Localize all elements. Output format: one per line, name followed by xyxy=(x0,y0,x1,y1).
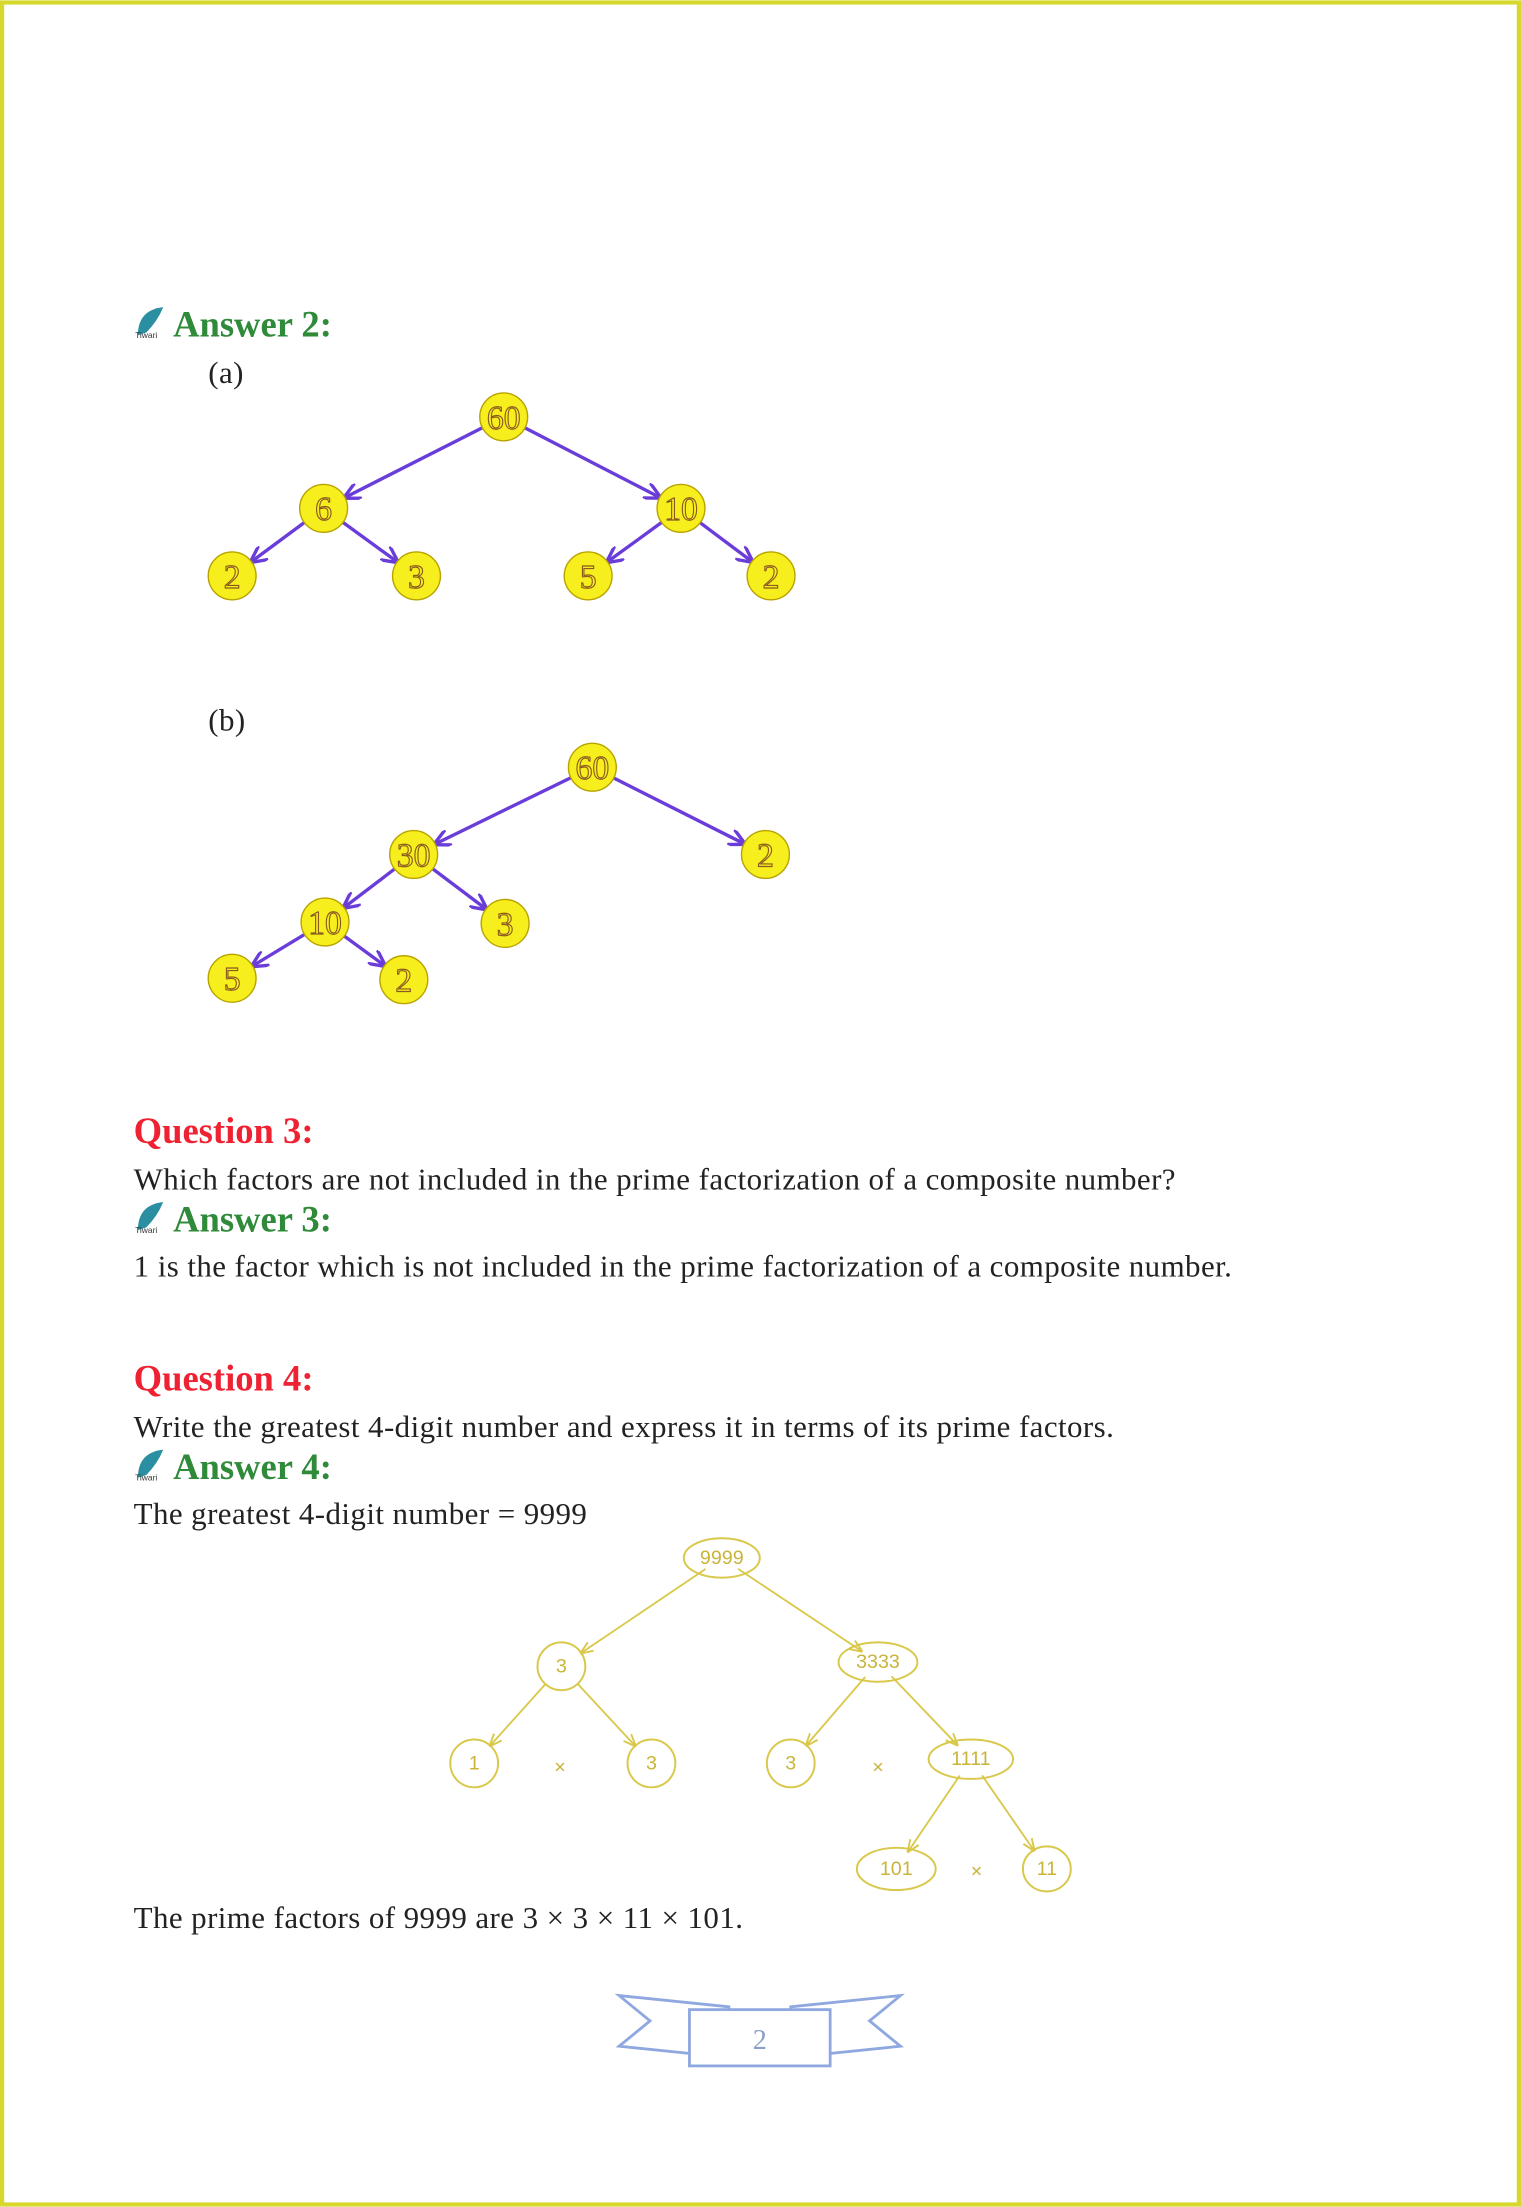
tree-node xyxy=(450,1739,498,1787)
times-sign: × xyxy=(554,1756,566,1779)
tree-node xyxy=(208,954,256,1002)
answer-3-text: 1 is the factor which is not included in the prime factorization of a composite number. xyxy=(133,1248,1233,1284)
tiwari-logo-icon xyxy=(135,1202,163,1235)
tree-node xyxy=(393,552,441,600)
tiwari-logo-icon xyxy=(135,307,166,340)
question-4-heading: Question 4: xyxy=(133,1357,314,1399)
tree-node xyxy=(839,1642,918,1681)
tree-edge-arrow xyxy=(345,428,482,498)
svg-text:2: 2 xyxy=(762,558,780,596)
answer-4-conclusion: The prime factors of 9999 are 3 × 3 × 11 × 101. xyxy=(133,1900,744,1936)
tree-edge-arrow xyxy=(490,1684,545,1746)
times-sign: × xyxy=(970,1860,983,1883)
tree-edge-arrow xyxy=(344,936,384,965)
page-number-banner xyxy=(619,1996,900,2066)
tree-edge-arrow xyxy=(525,428,660,498)
factor-tree-9999 xyxy=(450,1538,1071,1891)
question-3-heading: Question 3: xyxy=(133,1109,314,1151)
tree-node xyxy=(857,1848,936,1890)
svg-text:2: 2 xyxy=(223,558,241,596)
svg-text:3333: 3333 xyxy=(856,1651,900,1674)
tree-edge-arrow xyxy=(738,1569,861,1651)
tree-edge-arrow xyxy=(581,1569,705,1653)
svg-text:3: 3 xyxy=(408,558,425,596)
factor-tree-a xyxy=(208,393,795,600)
svg-text:Tiwari: Tiwari xyxy=(135,1472,158,1483)
tree-edge-arrow xyxy=(251,523,304,562)
tree-node xyxy=(480,393,528,441)
tree-edge-arrow xyxy=(343,522,397,561)
svg-text:101: 101 xyxy=(879,1857,913,1880)
answer-4-line1: The greatest 4-digit number = 9999 xyxy=(133,1496,588,1532)
tree-edge-arrow xyxy=(344,869,395,908)
tree-edge-arrow xyxy=(892,1676,958,1745)
part-b-label: (b) xyxy=(208,702,246,738)
answer-4-heading xyxy=(135,1446,332,1487)
tree-node xyxy=(742,831,790,879)
tree-node xyxy=(767,1739,815,1787)
tree-edge-arrow xyxy=(578,1684,636,1746)
svg-text:60: 60 xyxy=(486,399,521,437)
tree-node xyxy=(568,743,616,791)
tree-node xyxy=(208,552,256,600)
question-4-text: Write the greatest 4-digit number and express it in terms of its prime factors. xyxy=(133,1408,1115,1444)
svg-text:9999: 9999 xyxy=(699,1546,744,1569)
svg-text:60: 60 xyxy=(575,750,610,788)
svg-text:3: 3 xyxy=(645,1752,657,1775)
tree-edge-arrow xyxy=(700,523,752,562)
svg-text:3: 3 xyxy=(785,1752,797,1775)
page-number: 2 xyxy=(752,2025,767,2057)
question-3-text: Which factors are not included in the prime factorization of a composite number? xyxy=(133,1161,1176,1197)
tree-edge-arrow xyxy=(806,1677,865,1745)
tree-node xyxy=(628,1739,676,1787)
tiwari-logo-icon xyxy=(135,1450,163,1483)
tree-edge-arrow xyxy=(908,1775,960,1851)
tree-node xyxy=(380,956,428,1004)
svg-text:5: 5 xyxy=(579,558,597,596)
answer-4-title: Answer 4: xyxy=(173,1446,332,1488)
tree-node xyxy=(537,1642,585,1690)
svg-text:11: 11 xyxy=(1036,1857,1058,1880)
svg-text:6: 6 xyxy=(315,491,333,529)
tree-edge-arrow xyxy=(435,778,571,844)
tree-node xyxy=(684,1538,760,1577)
tree-edge-arrow xyxy=(982,1775,1034,1850)
tree-node xyxy=(301,898,349,946)
tree-node xyxy=(657,484,705,532)
tree-node xyxy=(300,484,348,532)
svg-text:3: 3 xyxy=(555,1655,567,1678)
svg-text:Tiwari: Tiwari xyxy=(135,330,158,341)
tree-node xyxy=(564,552,612,600)
tree-node xyxy=(1023,1846,1071,1891)
tree-node xyxy=(390,831,438,879)
answer-3-title: Answer 3: xyxy=(173,1198,332,1240)
tree-node xyxy=(747,552,795,600)
svg-text:10: 10 xyxy=(308,904,342,942)
svg-text:10: 10 xyxy=(664,491,698,529)
svg-text:5: 5 xyxy=(223,961,241,999)
factor-tree-b xyxy=(208,743,789,1003)
answer-2-title: Answer 2: xyxy=(173,303,332,345)
tree-edge-arrow xyxy=(253,934,305,965)
svg-text:1111: 1111 xyxy=(951,1748,991,1771)
tree-edge-arrow xyxy=(607,522,661,561)
svg-text:30: 30 xyxy=(396,837,431,875)
svg-text:Tiwari: Tiwari xyxy=(135,1224,158,1235)
svg-text:1: 1 xyxy=(468,1752,480,1775)
times-sign: × xyxy=(872,1756,884,1779)
svg-text:2: 2 xyxy=(756,837,774,875)
tree-edge-arrow xyxy=(614,778,744,844)
answer-2-heading xyxy=(135,304,332,345)
answer-3-heading xyxy=(135,1199,332,1240)
tree-node xyxy=(929,1739,1013,1778)
tree-edge-arrow xyxy=(433,869,486,909)
tree-node xyxy=(481,899,529,947)
part-a-label: (a) xyxy=(208,355,244,391)
svg-text:2: 2 xyxy=(395,962,413,1000)
svg-text:3: 3 xyxy=(496,906,514,944)
